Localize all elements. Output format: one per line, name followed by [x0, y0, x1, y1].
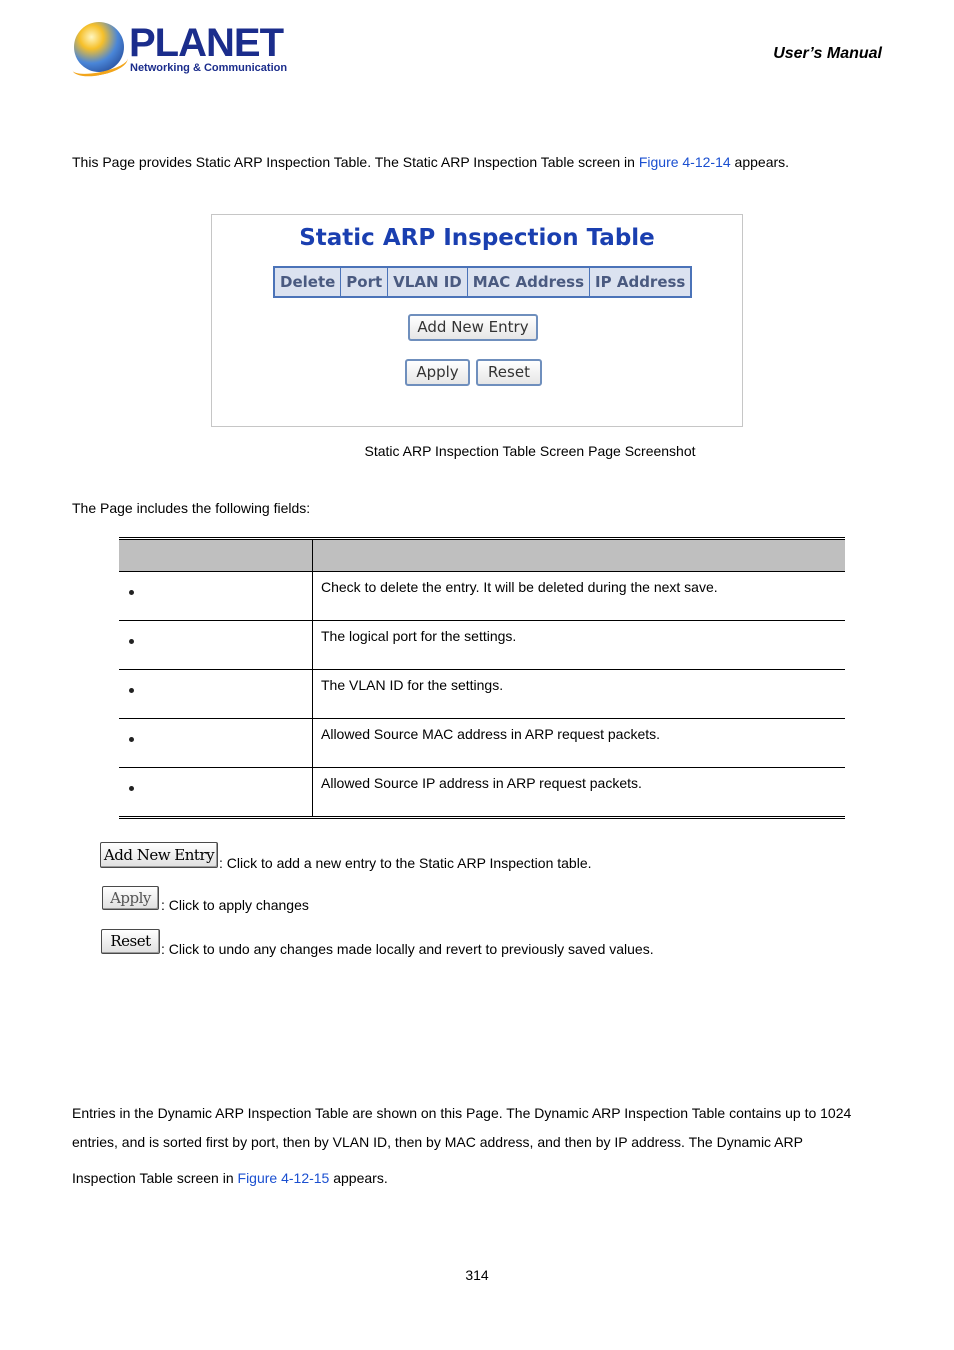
dynamic-line-1: Entries in the Dynamic ARP Inspection Table are shown on this Page. The Dynamic ARP Inspection Table contains up to 1024: [72, 1105, 852, 1121]
intro-paragraph: [72, 155, 789, 169]
intro-text-end: appears.: [730, 154, 790, 170]
header-object-cell: [119, 539, 313, 572]
manual-label: User’s Manual: [773, 45, 882, 62]
description-cell: Allowed Source IP address in ARP request packets.: [313, 768, 846, 818]
object-cell: [119, 572, 313, 621]
bullet-icon: [129, 688, 134, 693]
legend-reset-button[interactable]: Reset: [101, 929, 160, 954]
object-cell: [119, 621, 313, 670]
column-delete: Delete: [274, 267, 341, 297]
column-vlan-id: VLAN ID: [388, 267, 468, 297]
object-cell: [119, 670, 313, 719]
fields-intro: The Page includes the following fields:: [72, 500, 311, 516]
fields-header-row: [119, 539, 845, 572]
bullet-icon: [129, 786, 134, 791]
column-ip-address: IP Address: [590, 267, 692, 297]
reset-button[interactable]: Reset: [476, 359, 542, 386]
screenshot-title: Static ARP Inspection Table: [299, 225, 655, 251]
table-row: [119, 768, 845, 818]
apply-button[interactable]: Apply: [405, 359, 470, 386]
static-arp-table: [273, 266, 692, 298]
add-new-entry-button[interactable]: Add New Entry: [408, 314, 538, 341]
legend-apply-button[interactable]: Apply: [102, 886, 159, 910]
dynamic-text-end: appears.: [329, 1170, 388, 1186]
table-row: [119, 572, 845, 621]
table-row: [119, 719, 845, 768]
bullet-icon: [129, 737, 134, 742]
column-port: Port: [341, 267, 388, 297]
object-cell: [119, 719, 313, 768]
fields-table: [119, 537, 845, 819]
bullet-icon: [129, 590, 134, 595]
dynamic-line-2: entries, and is sorted first by port, then by VLAN ID, then by MAC address, and then by IP address. The Dynamic ARP: [72, 1134, 803, 1150]
page-number: 314: [465, 1267, 489, 1283]
dynamic-line-3: [72, 1171, 388, 1185]
legend-add-description: : Click to add a new entry to the Static ARP Inspection table.: [219, 855, 592, 871]
header-description-cell: [313, 539, 846, 572]
description-cell: Allowed Source MAC address in ARP request packets.: [313, 719, 846, 768]
logo-text: PLANET: [129, 21, 283, 65]
dynamic-text: Inspection Table screen in: [72, 1170, 238, 1186]
legend-reset-description: : Click to undo any changes made locally and revert to previously saved values.: [161, 941, 654, 957]
logo-tagline: Networking & Communication: [130, 62, 288, 74]
table-row: [119, 670, 845, 719]
description-cell: The VLAN ID for the settings.: [313, 670, 846, 719]
object-cell: [119, 768, 313, 818]
planet-logo: [72, 20, 288, 78]
intro-text: This Page provides Static ARP Inspection Table. The Static ARP Inspection Table screen in: [72, 154, 639, 170]
figure-link[interactable]: Figure 4-12-14: [638, 154, 731, 170]
figure-caption: Static ARP Inspection Table Screen Page Screenshot: [364, 443, 696, 459]
legend-apply-description: : Click to apply changes: [161, 897, 309, 913]
column-mac-address: MAC Address: [467, 267, 589, 297]
screenshot-frame: [211, 214, 743, 427]
fields-table-wrapper: [119, 537, 845, 819]
legend-add-new-entry-button[interactable]: Add New Entry: [100, 842, 218, 868]
description-cell: The logical port for the settings.: [313, 621, 846, 670]
bullet-icon: [129, 639, 134, 644]
description-cell: Check to delete the entry. It will be deleted during the next save.: [313, 572, 846, 621]
figure-link[interactable]: Figure 4-12-15: [237, 1170, 330, 1186]
table-row: [119, 621, 845, 670]
